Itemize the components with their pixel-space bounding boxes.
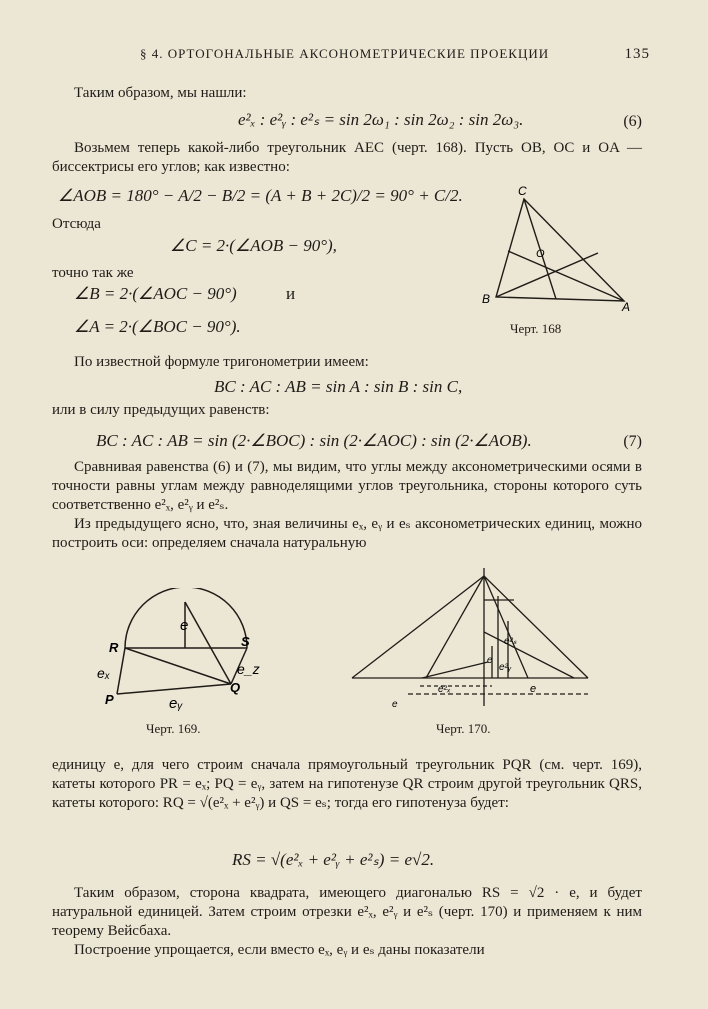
paragraph-9: единицу e, для чего строим сначала прямоугольный треугольник PQR (см. черт. 169), катеты которого PR = eₓ; PQ = eᵧ, затем на гипотенузе QR строим другой треугольник QRS, катеты которого: RQ = √(e²ₓ + e²ᵧ) и QS = eₛ; тогда его гипотенуза будет: [52,757,642,811]
fig170-label-ex2: e²ₓ [438,684,451,695]
formula-rs: RS = √(e²ₓ + e²ᵧ + e²ₛ) = e√2. [232,850,435,869]
fig169-label-q: Q [230,680,241,695]
fig169-label-e: e [180,617,189,634]
formula-aob: ∠AOB = 180° − A/2 − B/2 = (A + B + 2C)/2 = 90° + C/2. [58,186,463,205]
fig168-label-c: C [518,185,527,198]
paragraph-2: Возьмем теперь какой-либо треугольник AEC (черт. 168). Пусть OB, OC и OA — биссектрисы его углов; как известно: [52,140,642,175]
formula-b: ∠B = 2·(∠AOC − 90°) [74,284,237,303]
paragraph-10: Таким образом, сторона квадрата, имеющего диагональю RS = √2 · e, и будет натуральной единицей. Затем строим отрезки e²ₓ, e²ᵧ и e²ₛ (черт. 170) и применяем к ним теорему Вейсбаха. [52,885,642,939]
formula-c: ∠C = 2·(∠AOB − 90°), [170,236,337,255]
figure-169 [95,588,275,718]
formula-bisectors: BC : AC : AB = sin (2·∠BOC) : sin (2·∠AOC) : sin (2·∠AOB). [96,431,532,450]
fig168-label-a: A [622,300,631,314]
figure-168 [478,185,638,320]
fig170-label-ez2: e²ₛ [504,636,517,647]
paragraph-6: или в силу предыдущих равенств: [52,402,270,418]
paragraph-3: Отсюда [52,216,101,232]
fig170-label-ef: e [392,699,398,710]
section-title: § 4. ОРТОГОНАЛЬНЫЕ АКСОНОМЕТРИЧЕСКИЕ ПРОЕКЦИИ [140,46,550,61]
equation-number-7: (7) [623,433,642,450]
paragraph-8: Из предыдущего ясно, что, зная величины eₓ, eᵧ и eₛ аксонометрических единиц, можно построить оси: определяем сначала натуральную [52,516,642,551]
paragraph-5: По известной формуле тригонометрии имеем: [74,354,369,370]
caption-169: Черт. 169. [146,721,201,736]
fig169-label-r: R [109,640,119,655]
paragraph-1: Таким образом, мы нашли: [74,85,247,101]
fig170-label-small-e: e [487,655,493,666]
fig169-label-ey: eᵧ [169,695,183,712]
paragraph-7: Сравнивая равенства (6) и (7), мы видим, что углы между аксонометрическими осями в точности равны углам между равноделящими углов треугольника, стороны которого суть соответственно e²ₓ, e²ᵧ и e²ₛ. [52,459,642,513]
formula-sines: BC : AC : AB = sin A : sin B : sin C, [214,377,463,396]
fig169-label-ez: e_z [237,661,260,677]
fig169-label-ex: eₓ [97,665,111,681]
caption-168: Черт. 168 [510,321,562,336]
caption-170: Черт. 170. [436,721,491,736]
fig169-label-s: S [241,634,250,649]
fig169-label-p: P [105,692,114,707]
equation-number-6: (6) [623,113,642,130]
fig170-label-e: e [530,683,537,695]
formula-b-and: и [286,284,296,303]
page-number: 135 [624,46,650,62]
fig170-label-ey2: e²ᵧ [499,662,512,673]
formula-ratio: e²ₓ : e²ᵧ : e²ₛ = sin 2ω₁ : sin 2ω₂ : sin 2ω₃. [238,110,524,129]
formula-a: ∠A = 2·(∠BOC − 90°). [74,317,241,336]
figure-170 [348,566,610,716]
paragraph-11: Построение упрощается, если вместо eₓ, eᵧ и eₛ даны показатели [74,942,485,958]
fig168-label-b: B [482,292,491,306]
paragraph-4: точно так же [52,265,134,281]
fig168-label-o: O [536,248,545,260]
